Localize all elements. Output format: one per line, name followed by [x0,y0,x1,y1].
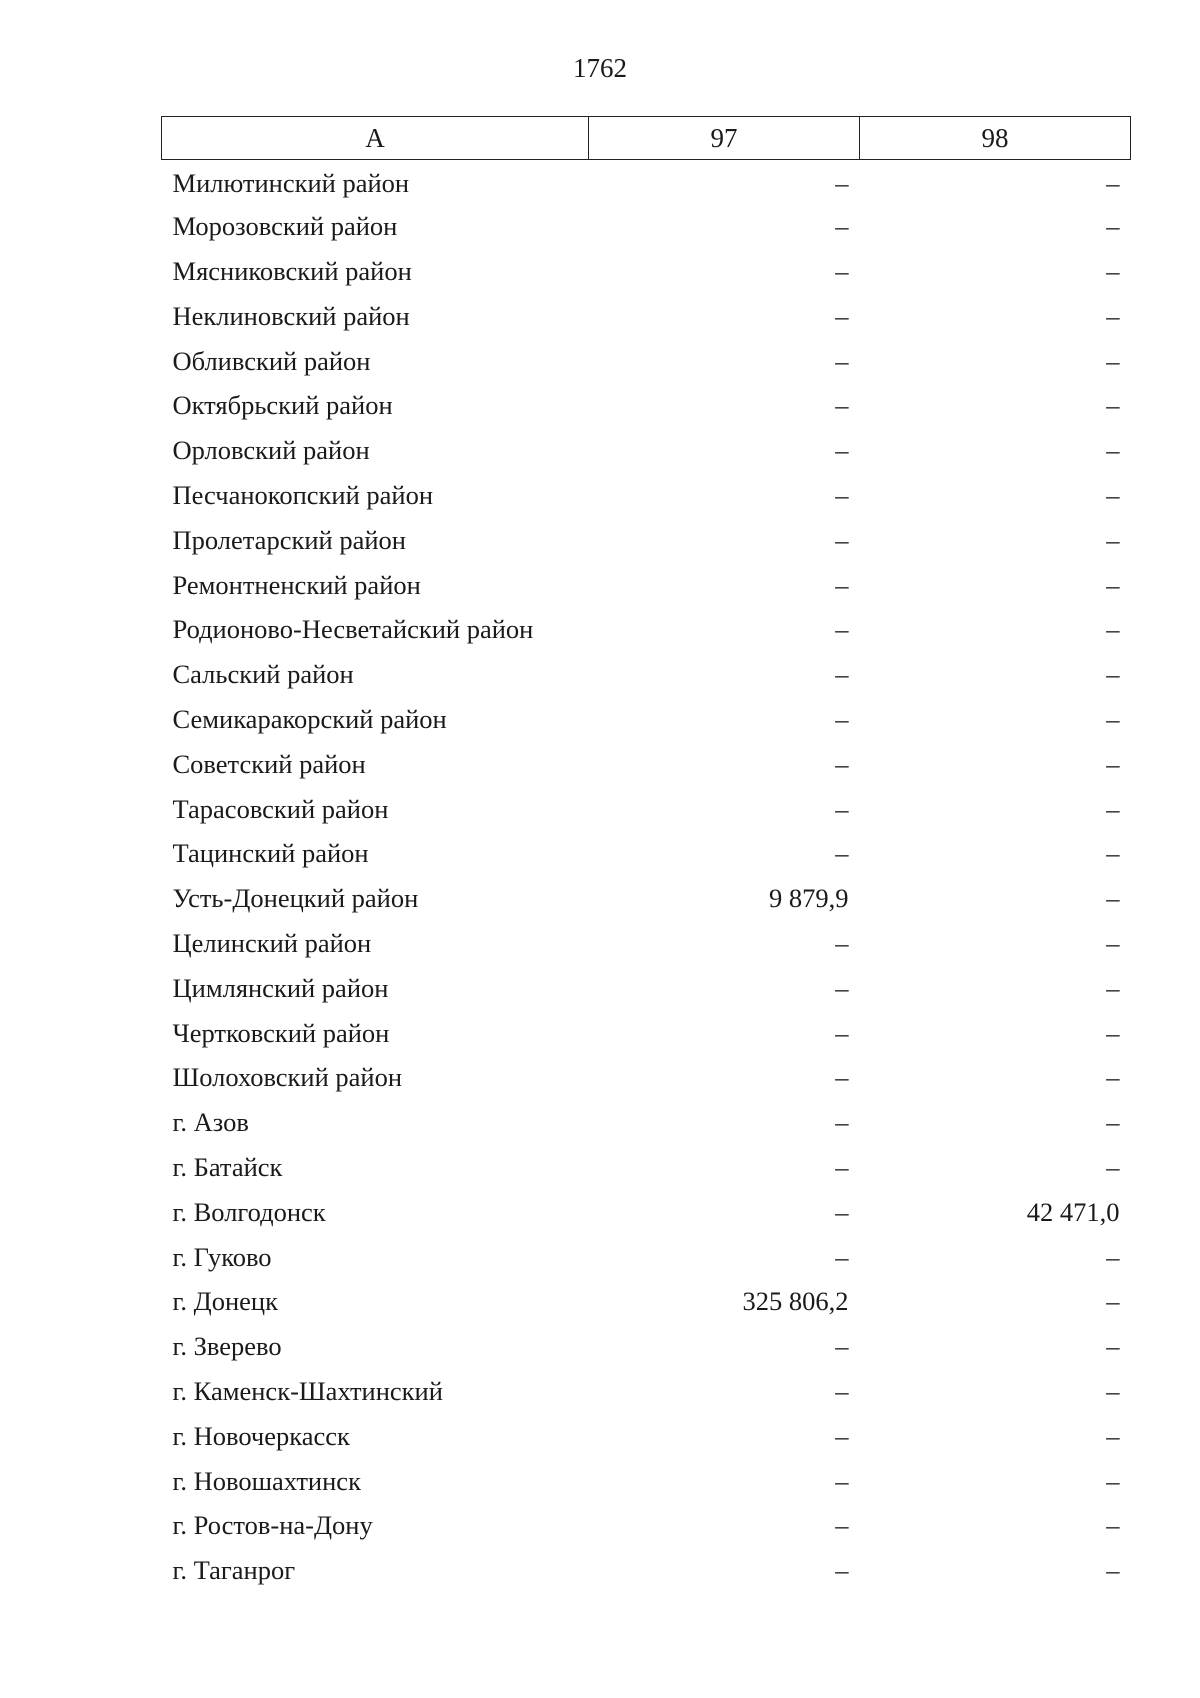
table-row [162,831,1131,876]
row-name: Ремонтненский район [172,569,421,600]
table-row [162,1145,1131,1190]
row-name: Семикаракорский район [172,703,447,734]
row-name: г. Батайск [172,1151,283,1182]
table-row [162,1414,1131,1459]
row-name: г. Донецк [172,1286,278,1317]
cell-98: – [1106,927,1120,958]
cell-98: – [1106,1107,1120,1138]
row-name: г. Ростов-на-Дону [172,1510,373,1541]
row-name: г. Новошахтинск [172,1465,361,1496]
cell-98: – [1106,255,1120,286]
cell-98: – [1106,793,1120,824]
cell-97: – [835,569,849,600]
row-name: Октябрьский район [172,390,393,421]
cell-98: – [1106,1510,1120,1541]
cell-98: – [1106,1375,1120,1406]
cell-97: 9 879,9 [769,883,849,914]
cell-98: – [1106,1062,1120,1093]
row-name: г. Таганрог [172,1555,296,1586]
table-row [162,966,1131,1011]
cell-97: – [835,748,849,779]
page-number: 1762 [573,53,627,83]
cell-98: – [1106,972,1120,1003]
cell-98: – [1106,479,1120,510]
cell-97: – [835,1151,849,1182]
table-row [162,607,1131,652]
data-table [161,116,1131,1593]
table-row [162,697,1131,742]
cell-98: – [1106,748,1120,779]
cell-97: – [835,1375,849,1406]
table-row [162,249,1131,294]
cell-97: – [835,972,849,1003]
row-name: Тарасовский район [172,793,389,824]
row-name: Неклиновский район [172,300,410,331]
cell-97: – [835,1062,849,1093]
cell-98: – [1106,614,1120,645]
table-row [162,1100,1131,1145]
cell-97: – [835,838,849,869]
table-row [162,652,1131,697]
row-name: г. Азов [172,1107,249,1138]
table-row [162,1190,1131,1235]
row-name: Обливский район [172,345,371,376]
row-name: Песчанокопский район [172,479,434,510]
row-name: Усть-Донецкий район [172,883,419,914]
row-name: Орловский район [172,435,370,466]
table-row [162,787,1131,832]
cell-98: – [1106,345,1120,376]
row-name: Милютинский район [172,167,410,198]
row-name: Цимлянский район [172,972,389,1003]
header-col-98: 98 [860,117,1131,160]
cell-97: – [835,1107,849,1138]
cell-98: – [1106,703,1120,734]
cell-97: – [835,927,849,958]
header-col-97: 97 [589,117,860,160]
cell-98: – [1106,300,1120,331]
cell-97: – [835,479,849,510]
cell-97: – [835,390,849,421]
cell-98: – [1106,659,1120,690]
row-name: г. Зверево [172,1331,282,1362]
table-row [162,1055,1131,1100]
table-row [162,1011,1131,1056]
table-row [162,518,1131,563]
table-body [162,160,1131,1594]
cell-97: 325 806,2 [742,1286,849,1317]
cell-97: – [835,1420,849,1451]
cell-98: – [1106,1465,1120,1496]
table-row [162,204,1131,249]
table-row [162,921,1131,966]
cell-97: – [835,524,849,555]
cell-98: – [1106,569,1120,600]
cell-97: – [835,255,849,286]
row-name: Шолоховский район [172,1062,403,1093]
cell-98: – [1106,435,1120,466]
table-row [162,563,1131,608]
cell-97: – [835,1241,849,1272]
table-row [162,339,1131,384]
cell-98: – [1106,390,1120,421]
table-row [162,428,1131,473]
row-name: Тацинский район [172,838,369,869]
table-row [162,876,1131,921]
cell-98: 42 471,0 [1026,1196,1120,1227]
header-row [162,117,1131,160]
row-name: Мясниковский район [172,255,412,286]
table-row [162,1459,1131,1504]
cell-97: – [835,1555,849,1586]
table-row [162,473,1131,518]
cell-97: – [835,659,849,690]
table-row [162,1235,1131,1280]
row-name: г. Гуково [172,1241,272,1272]
cell-98: – [1106,211,1120,242]
row-name: г. Волгодонск [172,1196,326,1227]
cell-97: – [835,1196,849,1227]
cell-98: – [1106,1331,1120,1362]
cell-97: – [835,345,849,376]
cell-97: – [835,1510,849,1541]
table-row [162,1503,1131,1548]
cell-98: – [1106,524,1120,555]
cell-97: – [835,435,849,466]
row-name: Пролетарский район [172,524,406,555]
header-col-name: А [162,117,589,160]
table-row [162,1548,1131,1593]
table-row [162,1279,1131,1324]
table-row [162,383,1131,428]
cell-97: – [835,1331,849,1362]
cell-98: – [1106,838,1120,869]
cell-97: – [835,703,849,734]
row-name: Сальский район [172,659,354,690]
table-row [162,1369,1131,1414]
cell-98: – [1106,1420,1120,1451]
cell-97: – [835,1017,849,1048]
cell-98: – [1106,883,1120,914]
cell-97: – [835,167,849,198]
cell-98: – [1106,1151,1120,1182]
table-row [162,294,1131,339]
row-name: Чертковский район [172,1017,390,1048]
cell-98: – [1106,1241,1120,1272]
cell-97: – [835,211,849,242]
cell-98: – [1106,167,1120,198]
table-row [162,1324,1131,1369]
cell-97: – [835,614,849,645]
cell-97: – [835,300,849,331]
row-name: Морозовский район [172,211,398,242]
cell-98: – [1106,1286,1120,1317]
cell-97: – [835,1465,849,1496]
table-row [162,742,1131,787]
row-name: г. Новочеркасск [172,1420,350,1451]
row-name: Целинский район [172,927,372,958]
cell-98: – [1106,1555,1120,1586]
row-name: г. Каменск-Шахтинский [172,1375,443,1406]
row-name: Советский район [172,748,366,779]
cell-97: – [835,793,849,824]
table-row [162,160,1131,205]
table-header [162,117,1131,160]
cell-98: – [1106,1017,1120,1048]
row-name: Родионово-Несветайский район [172,614,534,645]
